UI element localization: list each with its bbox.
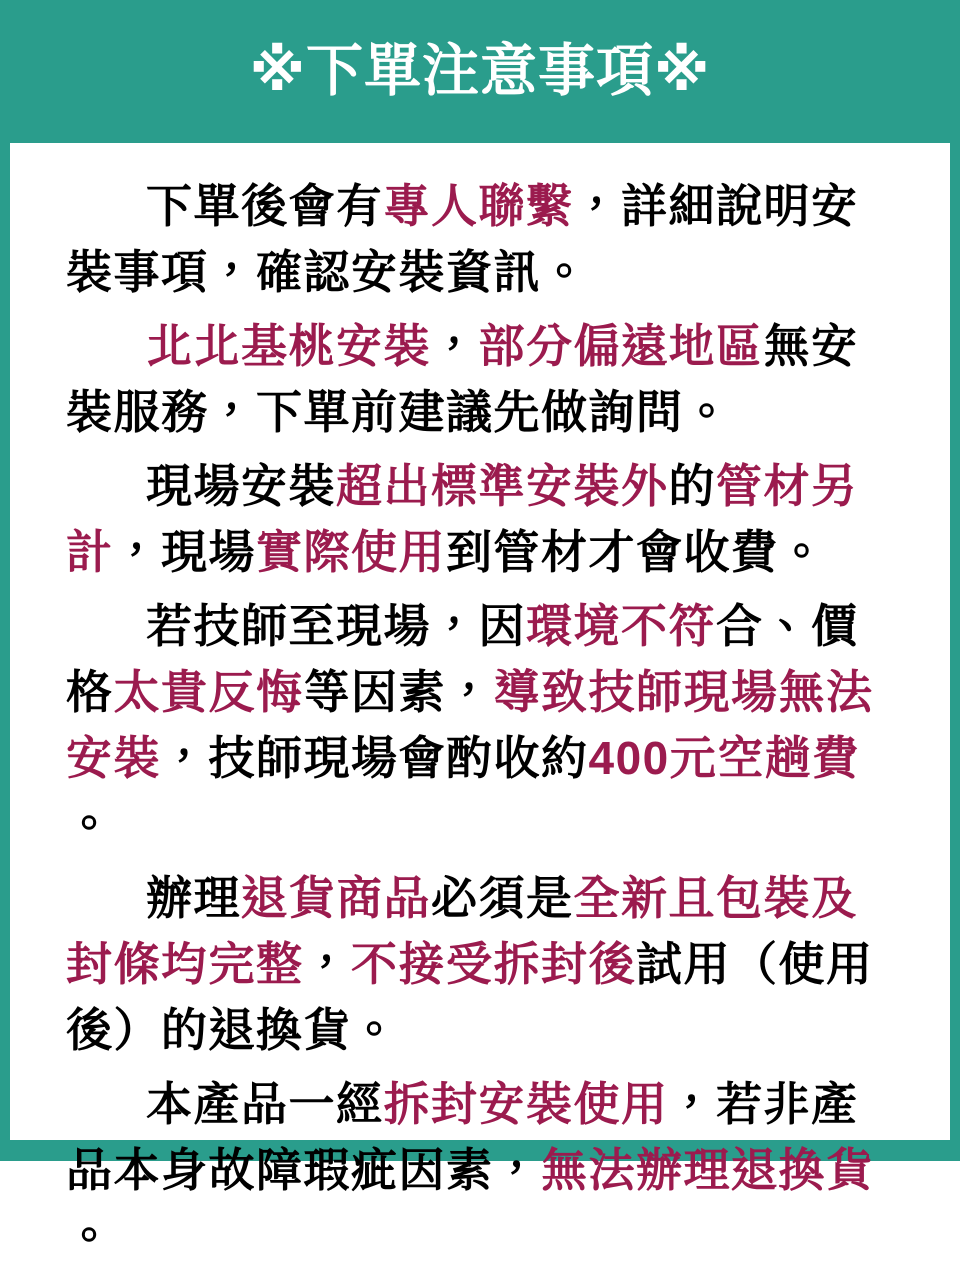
emphasis-text-segment: 不接受拆封後 bbox=[351, 938, 636, 990]
text-segment: 現場安裝 bbox=[146, 460, 336, 512]
emphasis-text-segment: 無法辦理退換貨 bbox=[541, 1144, 874, 1196]
text-segment: 試用（使用後）的退換貨。 bbox=[66, 938, 874, 1056]
notice-title: ※下單注意事項※ bbox=[249, 39, 711, 103]
text-segment: ，現場 bbox=[113, 526, 256, 578]
notice-body-panel bbox=[10, 143, 950, 1262]
text-segment: ， bbox=[303, 938, 351, 990]
text-segment: ，詳細說明安裝事項，確認安裝資訊。 bbox=[66, 180, 859, 298]
text-segment: 辦理 bbox=[146, 872, 241, 924]
emphasis-text-segment: 部分偏遠地區 bbox=[478, 320, 764, 372]
text-segment: 合、價格 bbox=[66, 600, 859, 718]
text-segment: 必須是 bbox=[431, 872, 574, 924]
text-segment: 本產品一經 bbox=[146, 1078, 384, 1130]
emphasis-text-segment: 退貨商品 bbox=[241, 872, 431, 924]
emphasis-text-segment: 專人聯繫 bbox=[383, 180, 574, 232]
emphasis-text-segment: 管材另計 bbox=[66, 460, 859, 578]
notice-header bbox=[0, 0, 960, 143]
notice-paragraph-4 bbox=[66, 593, 896, 857]
emphasis-text-segment: 太貴反悔 bbox=[113, 666, 304, 718]
emphasis-text-segment: 拆封安裝使用 bbox=[383, 1078, 669, 1130]
text-segment: 的 bbox=[668, 460, 716, 512]
text-segment: 無安裝服務，下單前建議先做詢問。 bbox=[66, 320, 859, 438]
notice-paragraph-1 bbox=[66, 173, 896, 305]
text-segment: 到管材才會收費。 bbox=[446, 526, 826, 578]
text-segment: 等因素， bbox=[303, 666, 494, 718]
emphasis-text-segment: 環境不符 bbox=[526, 600, 716, 652]
emphasis-text-segment: 導致技師現場無法安裝 bbox=[66, 666, 874, 784]
emphasis-text-segment: 實際使用 bbox=[256, 526, 446, 578]
text-segment: 。 bbox=[66, 1210, 114, 1262]
text-segment: ，若非產品本身故障瑕疵因素， bbox=[66, 1078, 859, 1196]
notice-paragraph-3 bbox=[66, 453, 896, 585]
text-segment: 。 bbox=[66, 798, 114, 850]
text-segment: 若技師至現場，因 bbox=[146, 600, 526, 652]
text-segment: ，技師現場會酌收約 bbox=[161, 732, 589, 784]
emphasis-text-segment: 全新且包裝及封條均完整 bbox=[66, 872, 859, 990]
text-segment: ， bbox=[431, 320, 479, 372]
emphasis-text-segment: 超出標準安裝外 bbox=[336, 460, 669, 512]
notice-paragraph-6 bbox=[66, 1071, 896, 1269]
notice-paragraph-5 bbox=[66, 865, 896, 1063]
emphasis-text-segment: 400元空趟費 bbox=[588, 732, 860, 784]
text-segment: 下單後會有 bbox=[146, 180, 384, 232]
notice-paragraph-2 bbox=[66, 313, 896, 445]
emphasis-text-segment: 北北基桃安裝 bbox=[146, 320, 431, 372]
notice-paragraph-list bbox=[66, 173, 896, 1269]
